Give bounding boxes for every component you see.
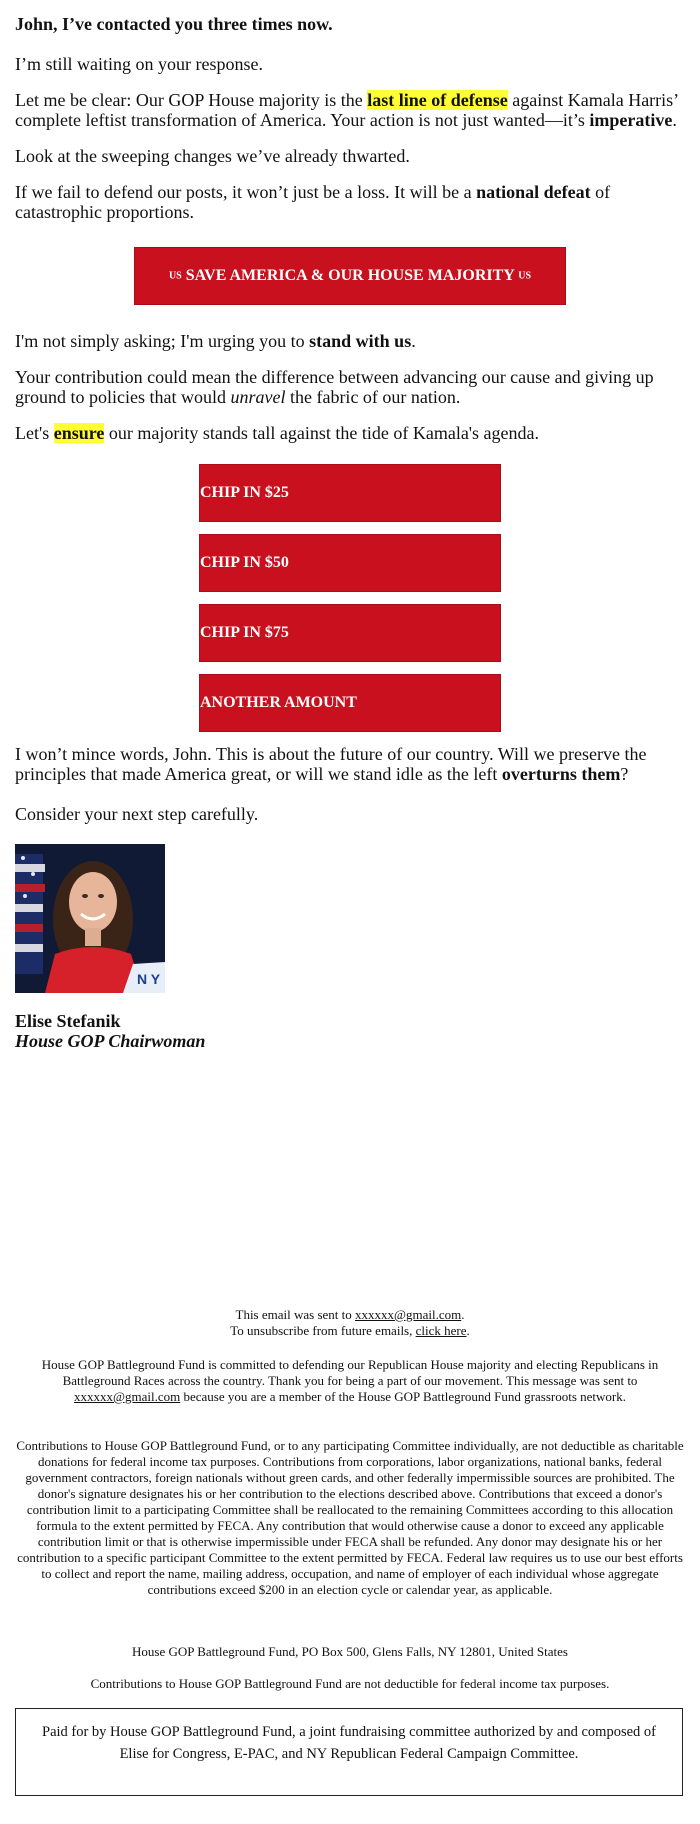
text: I won’t mince words, John. This is about the future of our country. Will we preserve the principles that made America great, or will we stand idle as the left [15, 744, 647, 784]
legal-disclaimer: Contributions to House GOP Battleground Fund, or to any participating Committee individually, are not deductible as charitable donations for federal income tax purposes. Contributions from corporations, labor organizations, national banks, federal government contractors, foreign nationals without green cards, and other federally impermissible sources are prohibited. The donor's signature designates his or her contribution to the elections described above. Contributions that exceed a donor's contribution limit to a participating Committee shall be reallocated to the remaining Committees according to this allocation formula to the extent permitted by FECA. Any contribution that would otherwise cause a donor to exceed any applicable contribution limit or that is otherwise impermissible under FECA shall be refunded. Any donor may designate his or her contribution to a specific participant Committee to the extent permitted by FECA. Federal law requires us to use our best efforts to collect and report the name, mailing address, occupation, and name of employer of each individual whose aggregate contributions exceed $200 in an election cycle or calendar year, as applicable. [16, 1438, 684, 1597]
main-cta-wrap [15, 247, 685, 305]
unsubscribe-link[interactable]: click here [415, 1323, 467, 1338]
signature-photo [15, 844, 165, 993]
paragraph-waiting [15, 54, 685, 74]
not-deductible-text: Contributions to House GOP Battleground Fund are not deductible for federal income tax purposes. [90, 1676, 610, 1691]
mailing-address: House GOP Battleground Fund, PO Box 500, Glens Falls, NY 12801, United States [132, 1644, 568, 1659]
waiting-text: I’m still waiting on your response. [15, 54, 263, 74]
italic-phrase: unravel [230, 387, 286, 407]
email-body [15, 14, 685, 1051]
paragraph-defeat [15, 182, 685, 222]
text: To unsubscribe from future emails, [230, 1323, 416, 1338]
text: our majority stands tall against the tide of Kamala's agenda. [104, 423, 540, 443]
consider-text: Consider your next step carefully. [15, 804, 259, 824]
paragraph-ensure [15, 423, 685, 443]
paid-for-text: Paid for by House GOP Battleground Fund, a joint fundraising committee authorized by and composed of Elise for Congress, E-PAC, and NY Republican Federal Campaign Committee. [42, 1724, 656, 1762]
save-america-label: SAVE AMERICA & OUR HOUSE MAJORITY [185, 267, 515, 284]
text: . [672, 110, 677, 130]
member-email-link[interactable]: xxxxxx@gmail.com [74, 1389, 181, 1404]
footer-sent-to [15, 1307, 685, 1339]
us-flag-icon: US [518, 270, 532, 282]
paragraph-urging [15, 331, 685, 351]
svg-text:N Y: N Y [137, 971, 161, 987]
text: Your contribution could mean the difference between advancing our cause and giving up ground to policies that would [15, 367, 654, 407]
text: . [411, 331, 416, 351]
paragraph-changes [15, 146, 685, 166]
text: ? [620, 764, 629, 784]
sent-to-line [15, 1307, 685, 1323]
text: . [461, 1307, 465, 1322]
signature-block [15, 1011, 685, 1051]
changes-text: Look at the sweeping changes we’ve already thwarted. [15, 146, 410, 166]
signer-title: House GOP Chairwoman [15, 1031, 206, 1051]
paragraph-consider [15, 804, 685, 824]
highlighted-phrase: ensure [53, 423, 105, 443]
bold-phrase: stand with us [309, 331, 412, 351]
text: Let's [15, 423, 54, 443]
portrait-image [15, 844, 165, 993]
text: because you are a member of the House GOP Battleground Fund grassroots network. [180, 1389, 626, 1404]
bold-phrase: imperative [589, 110, 673, 130]
paragraph-defense [15, 90, 685, 130]
text: against Kamala Harris’ complete leftist transformation of America. Your action is not just wanted—it’s [15, 90, 678, 130]
text: I'm not simply asking; I'm urging you to [15, 331, 310, 351]
footer-legal [15, 1438, 685, 1598]
greeting-text: John, I’ve contacted you three times now. [15, 14, 333, 34]
signer-name: Elise Stefanik [15, 1011, 121, 1031]
unsubscribe-line [15, 1323, 685, 1339]
chip-in-50-button[interactable]: CHIP IN $50 [199, 534, 501, 592]
us-flag-icon: US [168, 270, 182, 282]
bold-phrase: national defeat [476, 182, 591, 202]
footer-address [15, 1644, 685, 1660]
another-amount-button[interactable]: ANOTHER AMOUNT [199, 674, 501, 732]
chip-in-75-button[interactable]: CHIP IN $75 [199, 604, 501, 662]
text: If we fail to defend our posts, it won’t just be a loss. It will be a [15, 182, 477, 202]
bold-phrase: overturns them [501, 764, 621, 784]
text: This email was sent to [235, 1307, 356, 1322]
paid-for-disclaimer-box [15, 1708, 683, 1796]
amount-buttons [15, 464, 685, 732]
paragraph-contribution [15, 367, 685, 407]
chip-in-25-button[interactable]: CHIP IN $25 [199, 464, 501, 522]
text: of catastrophic proportions. [15, 182, 611, 222]
footer-not-deductible [15, 1676, 685, 1692]
save-america-button[interactable] [134, 247, 566, 305]
highlighted-phrase: last line of defense [367, 90, 508, 110]
text: Let me be clear: Our GOP House majority is the [15, 90, 368, 110]
flag-background [15, 854, 45, 974]
greeting [15, 14, 685, 34]
footer-committed [15, 1357, 685, 1405]
text: House GOP Battleground Fund is committed to defending our Republican House majority and electing Republicans in Battleground Races across the country. Thank you for being a part of our movement. This message was sent to [41, 1357, 659, 1388]
paragraph-mince [15, 744, 685, 784]
text: the fabric of our nation. [285, 387, 461, 407]
text: . [466, 1323, 470, 1338]
recipient-email-link[interactable]: xxxxxx@gmail.com [355, 1307, 462, 1322]
